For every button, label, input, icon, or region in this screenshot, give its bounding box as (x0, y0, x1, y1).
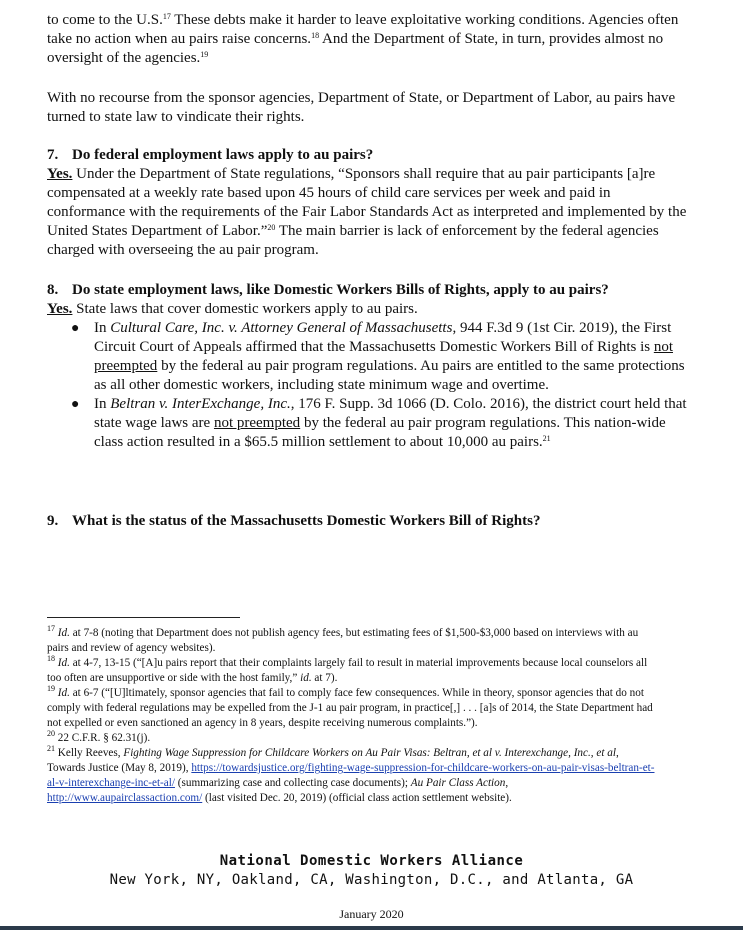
list-item: ● In Beltran v. InterExchange, Inc., 176 F. Supp. 3d 1066 (D. Colo. 2016), the district court held that state wage laws are not preempted by the federal au pair program regulations. This nation-wide class action resulted in a $65.5 million settlement to about 10,000 au pairs.$^{21}$ (71, 396, 687, 450)
question-7-section: 7. Do federal employment laws apply to au pairs? Yes. Under the Department of State regulations, “Sponsors shall require that au pair participants [a]re compensated at a weekly rate based upon 45 hours of child care services per week and paid in conformance with the requirements of the Fair Labor Standards Act as interpreted and implemented by the United States Department of Labor.”$^{20}$ The main barrier is lack of enforcement by the federal agencies charged with overseeing the au pair program. (47, 147, 687, 258)
footnote-18: $^{18}$ Id. at 4-7, 13-15 (“[A]u pairs report that their complaints largely fail to result in material improvements because local counselors all too often are unsupportive or side with the host family,” id. at 7). (47, 654, 648, 684)
question-8-heading: 8. Do state employment laws, like Domestic Workers Bills of Rights, apply to au pairs? (47, 282, 609, 298)
towards-justice-link[interactable]: https://towardsjustice.org/fighting-wage-suppression-for-childcare-workers-on-au-pair-visas-beltran-et-al-v-interexchange-inc-et-al/ (47, 762, 655, 789)
footnote-20: $^{20}$ 22 C.F.R. § 62.31(j). (47, 729, 151, 744)
case-name: Cultural Care, Inc. v. Attorney General of Massachusetts (110, 320, 453, 336)
bullet-icon: ● (71, 397, 80, 412)
para-text: With no recourse from the sponsor agencies, Department of State, or Department of Labor, au pairs have turned to state law to vindicate their rights. (47, 90, 676, 125)
footnote-ref-19[interactable]: 19 (200, 50, 209, 59)
class-action-link[interactable]: http://www.aupairclassaction.com/ (47, 792, 203, 804)
footnote-ref-17[interactable]: 17 (162, 12, 171, 21)
paragraph-debts (47, 11, 687, 68)
underlined-text: not preempted (213, 415, 301, 431)
footnotes (47, 626, 659, 806)
bullet-icon: ● (71, 321, 80, 336)
footnote-21: $^{21}$ Kelly Reeves, Fighting Wage Suppression for Childcare Workers on Au Pair Visas: Beltran, et al v. Interexchange, Inc., et al, Towards Justice (May 8, 2019), https://towardsjustice.org/fighting-wage-suppression-for-childcare-workers-on-au-pair-visas-beltran-et-al-v-interexchange-inc-et-al/ (summarizing case and collecting case documents); Au Pair Class Action, http://www.aupairclassaction.com/ (last visited Dec. 20, 2019) (official class action settlement website). (47, 744, 655, 804)
footnote-divider (47, 617, 240, 618)
footnote-19: $^{19}$ Id. at 6-7 (“[U]ltimately, sponsor agencies that fail to comply face few consequences. While in theory, sponsor agencies that do not comply with federal regulations may be expelled from the J-1 au pair program, in practice[,] . . . [a]s of 2014, the State Department had not expelled or even sanctioned an agency in 8 years, despite receiving numerous complaints.”). (47, 684, 653, 729)
case-list (47, 319, 687, 452)
bottom-edge-bar (0, 926, 743, 930)
footnote-17: $^{17}$ Id. at 7-8 (noting that Department does not publish agency fees, but estimating fees of $1,500-$3,000 based on interviews with au pairs and review of agency websites). (47, 624, 639, 654)
footer-locations: New York, NY, Oakland, CA, Washington, D.C., and Atlanta, GA (109, 872, 634, 888)
para-text: to come to the U.S. (47, 12, 163, 28)
question-9-heading: 9. What is the status of the Massachusetts Domestic Workers Bill of Rights? (47, 513, 541, 529)
yes-label: Yes. (47, 166, 73, 182)
question-7-heading: 7. Do federal employment laws apply to au pairs? (47, 147, 374, 163)
underlined-text: not preempted (94, 339, 673, 374)
case-name: Beltran v. InterExchange, Inc. (110, 396, 291, 412)
para-text: And the Department of State, in turn, provides almost no oversight of the agencies. (47, 31, 664, 66)
yes-label: Yes. (47, 301, 73, 317)
question-8-section: 8. Do state employment laws, like Domestic Workers Bills of Rights, apply to au pairs? Yes. State laws that cover domestic workers apply to au pairs. ● In Cultural Care, Inc. v. Attorney General of Massachusetts, 944 F.3d 9 (1st Cir. 2019), the First Circuit Court of Appeals affirmed that the Massachusetts Domestic Workers Bill of Rights is not preempted by the federal au pair program regulations. Au pairs are entitled to the same protections as all other domestic workers, including state minimum wage and overtime. ● In Beltran v. InterExchange, Inc., 176 F. Supp. 3d 1066 (D. Colo. 2016), the district court held that state wage laws are not preempted by the federal au pair program regulations. This nation-wide class action resulted in a $65.5 million settlement to about 10,000 au pairs.$^{21}$ (47, 282, 687, 450)
footnote-ref-21[interactable]: 21 (542, 434, 551, 443)
para-text: These debts make it harder to leave exploitative working conditions. Agencies often take no action when au pairs raise concerns. (47, 12, 679, 47)
footer-organization: National Domestic Workers Alliance (219, 853, 524, 869)
footnote-ref-18[interactable]: 18 (311, 31, 320, 40)
paragraph-recourse (47, 89, 687, 127)
footnote-ref-20[interactable]: 20 (267, 223, 276, 232)
question-9-section (47, 512, 687, 531)
footer-date: January 2020 (339, 907, 404, 921)
list-item: ● In Cultural Care, Inc. v. Attorney General of Massachusetts, 944 F.3d 9 (1st Cir. 2019), the First Circuit Court of Appeals affirmed that the Massachusetts Domestic Workers Bill of Rights is not preempted by the federal au pair program regulations. Au pairs are entitled to the same protections as all other domestic workers, including state minimum wage and overtime. (71, 320, 685, 393)
